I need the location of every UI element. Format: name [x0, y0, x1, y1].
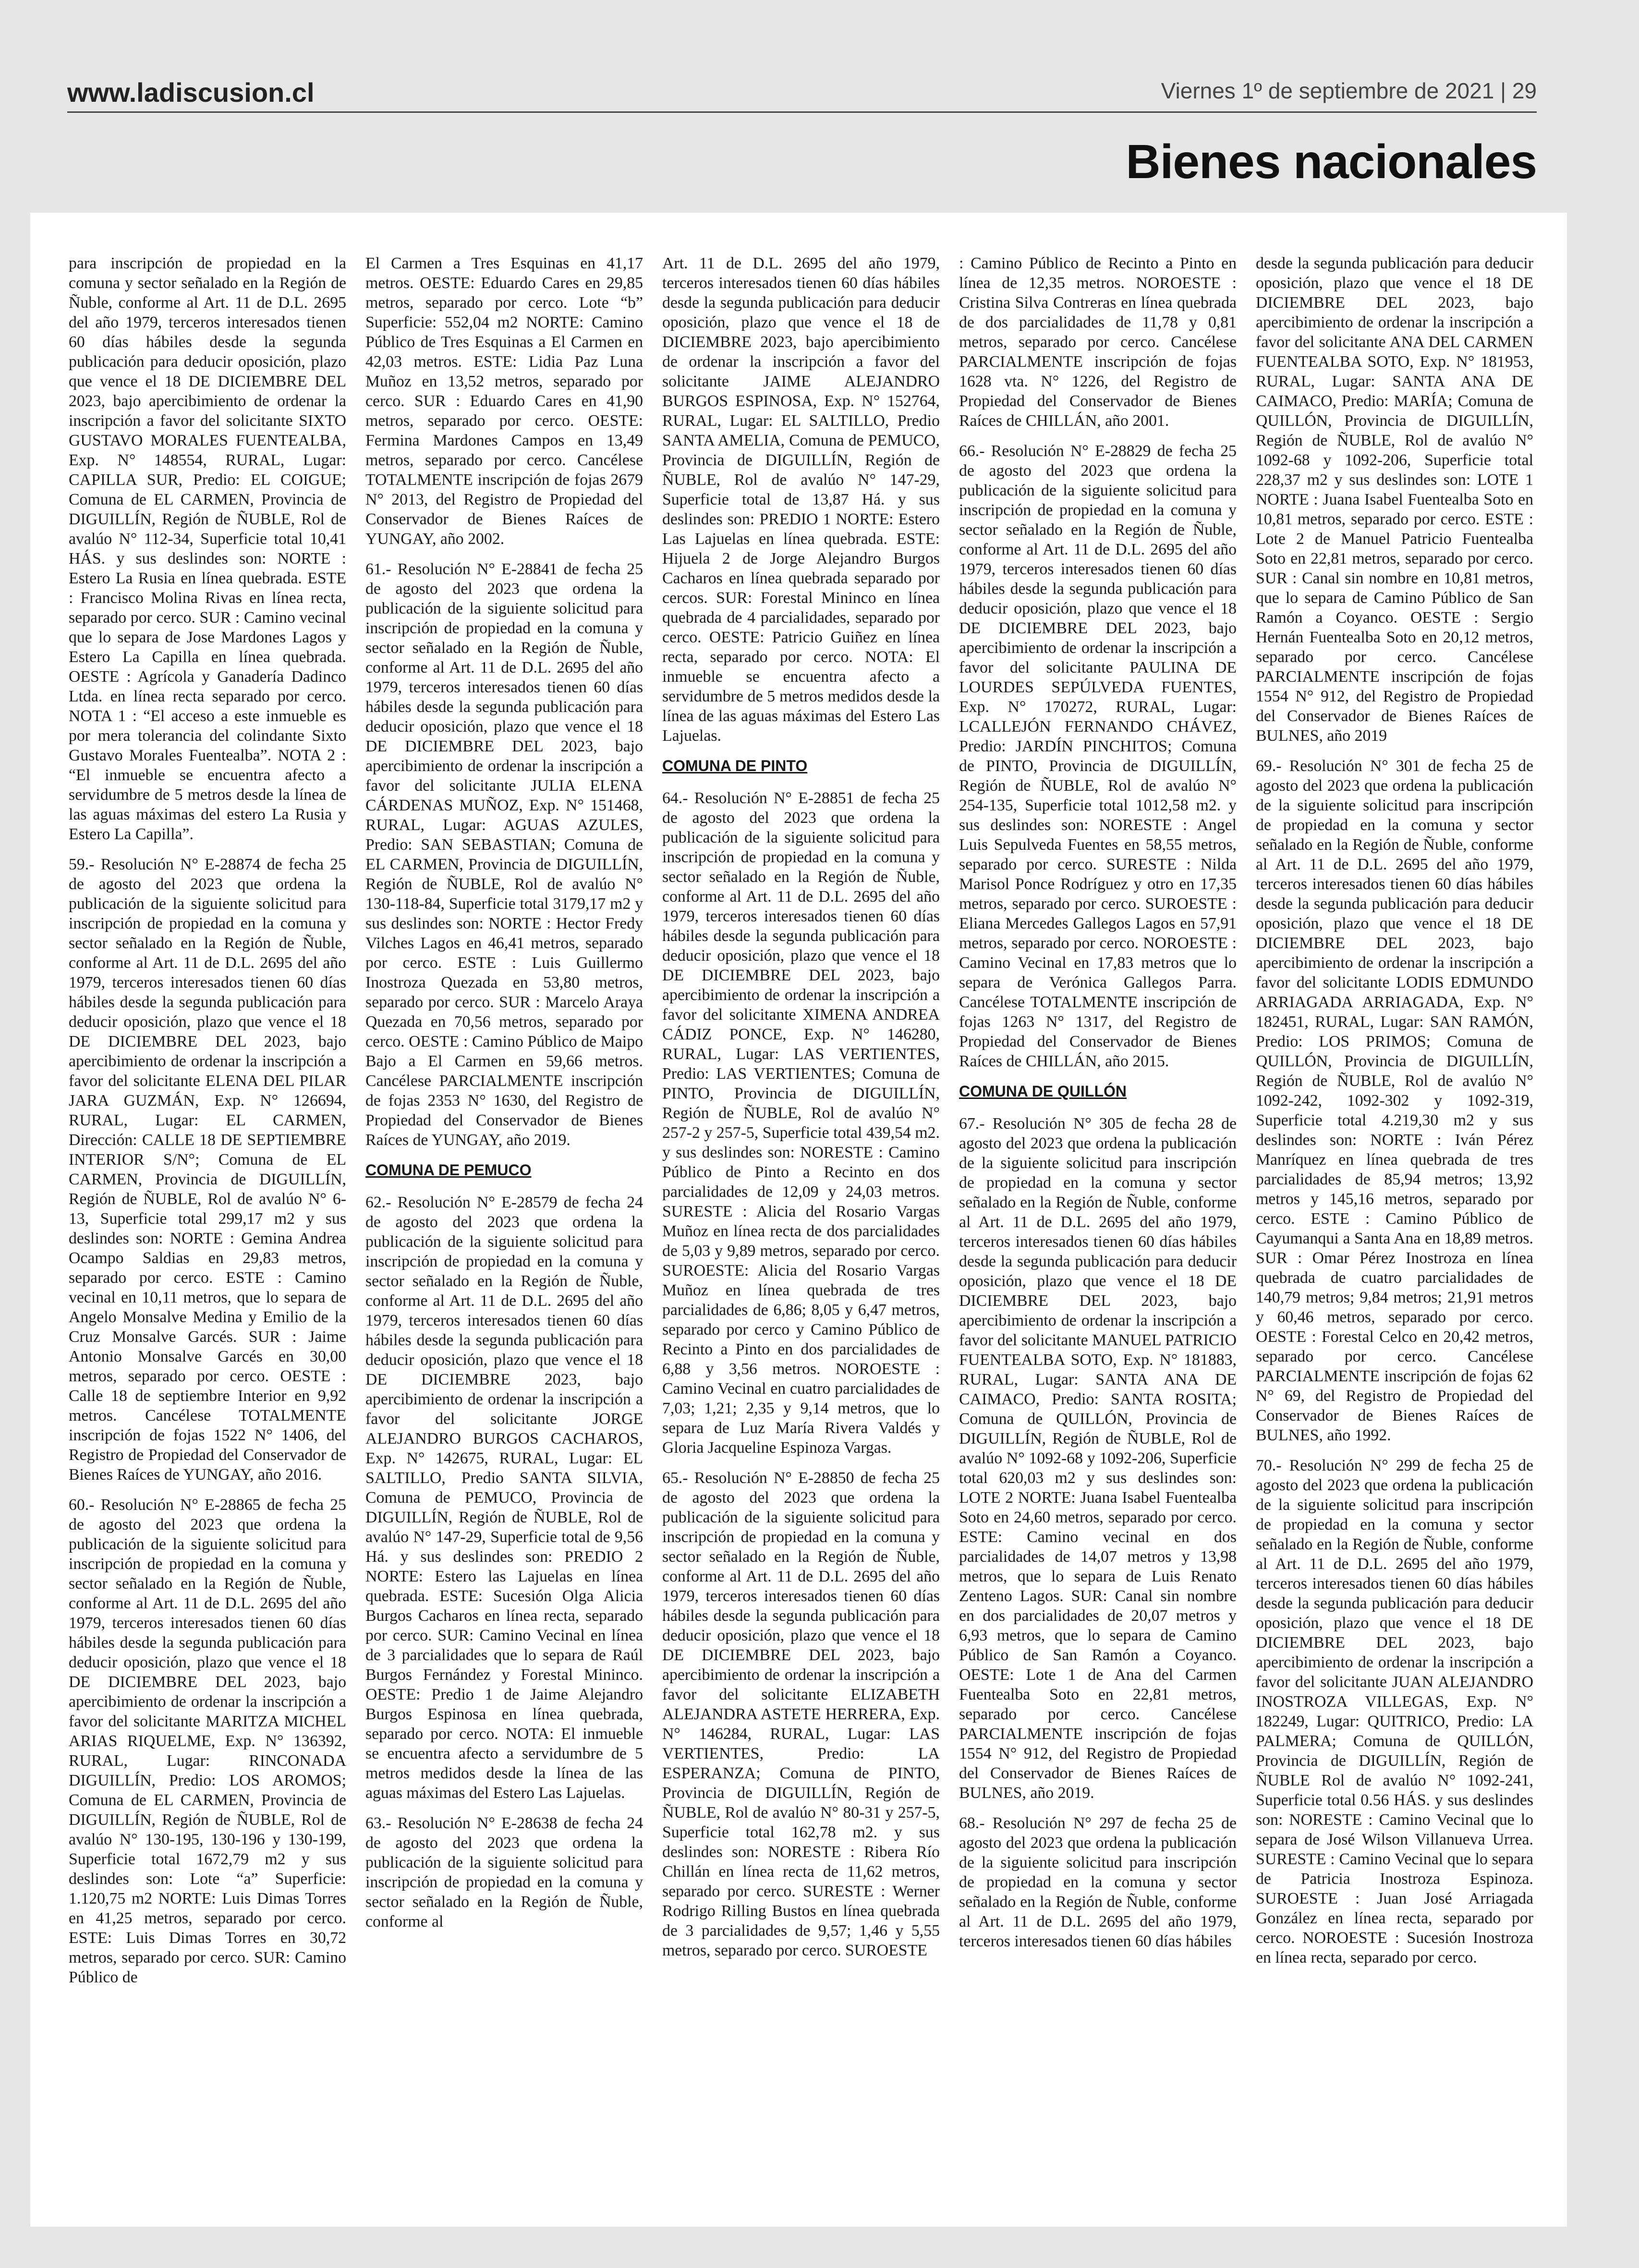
column-1: [69, 253, 346, 2212]
notice-paragraph: 63.- Resolución N° E-28638 de fecha 24 de agosto del 2023 que ordena la publicación de la siguiente solicitud para inscripción de propiedad en la comuna y sector señalado en la Región de Ñuble, conforme al: [365, 1814, 643, 1930]
notice-paragraph: El Carmen a Tres Esquinas en 41,17 metros. OESTE: Eduardo Cares en 29,85 metros, separado por cerco. Lote “b” Superficie: 552,04 m2 NORTE: Camino Público de Tres Esquinas a El Carmen en 42,03 metros. ESTE: Lidia Paz Luna Muñoz en 13,52 metros, separado por cerco. SUR : Eduardo Cares en 41,90 metros, separado por cerco. OESTE: Fermina Mardones Campos en 13,49 metros, separado por cerco. Cancélese TOTALMENTE inscripción de fojas 2679 N° 2013, del Registro de Propiedad del Conservador de Bienes Raíces de YUNGAY, año 2002.: [365, 254, 643, 548]
notice-paragraph: 61.- Resolución N° E-28841 de fecha 25 de agosto del 2023 que ordena la publicación de la siguiente solicitud para inscripción de propiedad en la comuna y sector señalado en la Región de Ñuble, conforme al Art. 11 de D.L. 2695 del año 1979, terceros interesados tienen 60 días hábiles desde la segunda publicación para deducir oposición, plazo que vence el 18 DE DICIEMBRE DEL 2023, bajo apercibimiento de ordenar la inscripción a favor del solicitante JULIA ELENA CÁRDENAS MUÑOZ, Exp. N° 151468, RURAL, Lugar: AGUAS AZULES, Predio: SAN SEBASTIAN; Comuna de EL CARMEN, Provincia de DIGUILLÍN, Región de ÑUBLE, Rol de avalúo N° 130-118-84, Superficie total 3179,17 m2 y sus deslindes son: NORTE : Hector Fredy Vilches Lagos en 46,41 metros, separado por cerco. ESTE : Luis Guillermo Inostroza Quezada en 53,80 metros, separado por cerco. SUR : Marcelo Araya Quezada en 70,56 metros, separado por cerco. OESTE : Camino Público de Maipo Bajo a El Carmen en 59,66 metros. Cancélese PARCIALMENTE inscripción de fojas 2353 N° 1630, del Registro de Propiedad del Conservador de Bienes Raíces de YUNGAY, año 2019.: [365, 560, 643, 1149]
notices-panel: [30, 213, 1567, 2227]
notice-paragraph: 70.- Resolución N° 299 de fecha 25 de agosto del 2023 que ordena la publicación de la siguiente solicitud para inscripción de propiedad en la comuna y sector señalado en la Región de Ñuble, conforme al Art. 11 de D.L. 2695 del año 1979, terceros interesados tienen 60 días hábiles desde la segunda publicación para deducir oposición, plazo que vence el 18 DE DICIEMBRE DEL 2023, bajo apercibimiento de ordenar la inscripción a favor del solicitante JUAN ALEJANDRO INOSTROZA VILLEGAS, Exp. N° 182249, Lugar: QUITRICO, Predio: LA PALMERA; Comuna de QUILLÓN, Provincia de DIGUILLÍN, Región de ÑUBLE Rol de avalúo N° 1092-241, Superficie total 0.56 HÁS. y sus deslindes son: NORESTE : Camino Vecinal que lo separa de José Wilson Villanueva Urrea. SURESTE : Camino Vecinal que lo separa de Patricia Inostroza Espinoza. SUROESTE : Juan José Arriagada González en línea recta, separado por cerco. NOROESTE : Sucesión Inostroza en línea recta, separado por cerco.: [1256, 1457, 1533, 1966]
notice-paragraph: : Camino Público de Recinto a Pinto en línea de 12,35 metros. NOROESTE : Cristina Silva Contreras en línea quebrada de dos parcialidades de 11,78 y 0,81 metros, separado por cerco. Cancélese PARCIALMENTE inscripción de fojas 1628 vta. N° 1226, del Registro de Propiedad del Conservador de Bienes Raíces de CHILLÁN, año 2001.: [959, 254, 1237, 430]
notice-paragraph: 65.- Resolución N° E-28850 de fecha 25 de agosto del 2023 que ordena la publicación de la siguiente solicitud para inscripción de propiedad en la comuna y sector señalado en la Región de Ñuble, conforme al Art. 11 de D.L. 2695 del año 1979, terceros interesados tienen 60 días hábiles desde la segunda publicación para deducir oposición, plazo que vence el 18 DE DICIEMBRE DEL 2023, bajo apercibimiento de ordenar la inscripción a favor del solicitante ELIZABETH ALEJANDRA ASTETE HERRERA, Exp. N° 146284, RURAL, Lugar: LAS VERTIENTES, Predio: LA ESPERANZA; Comuna de PINTO, Provincia de DIGUILLÍN, Región de ÑUBLE, Rol de avalúo N° 80-31 y 257-5, Superficie total 162,78 m2. y sus deslindes son: NORESTE : Ribera Río Chillán en línea recta de 11,62 metros, separado por cerco. SURESTE : Werner Rodrigo Rilling Bustos en línea quebrada de 3 parcialidades de 9,57; 1,46 y 5,55 metros, separado por cerco. SUROESTE: [662, 1469, 940, 1959]
notice-paragraph: 60.- Resolución N° E-28865 de fecha 25 de agosto del 2023 que ordena la publicación de la siguiente solicitud para inscripción de propiedad en la comuna y sector señalado en la Región de Ñuble, conforme al Art. 11 de D.L. 2695 del año 1979, terceros interesados tienen 60 días hábiles desde la segunda publicación para deducir oposición, plazo que vence el 18 DE DICIEMBRE DEL 2023, bajo apercibimiento de ordenar la inscripción a favor del solicitante MARITZA MICHEL ARIAS RIQUELME, Exp. N° 136392, RURAL, Lugar: RINCONADA DIGUILLÍN, Predio: LOS AROMOS; Comuna de EL CARMEN, Provincia de DIGUILLÍN, Región de ÑUBLE, Rol de avalúo N° 130-195, 130-196 y 130-199, Superficie total 1672,79 m2 y sus deslindes son: Lote “a” Superficie: 1.120,75 m2 NORTE: Luis Dimas Torres en 41,25 metros, separado por cerco. ESTE: Luis Dimas Torres en 30,72 metros, separado por cerco. SUR: Camino Público de: [69, 1496, 346, 1986]
notice-paragraph: para inscripción de propiedad en la comuna y sector señalado en la Región de Ñuble, conforme al Art. 11 de D.L. 2695 del año 1979, terceros interesados tienen 60 días hábiles desde la segunda publicación para deducir oposición, plazo que vence el 18 DE DICIEMBRE DEL 2023, bajo apercibimiento de ordenar la inscripción a favor del solicitante SIXTO GUSTAVO MORALES FUENTEALBA, Exp. N° 148554, RURAL, Lugar: CAPILLA SUR, Predio: EL COIGUE; Comuna de EL CARMEN, Provincia de DIGUILLÍN, Región de ÑUBLE, Rol de avalúo N° 112-34, Superficie total 10,41 HÁS. y sus deslindes son: NORTE : Estero La Rusia en línea quebrada. ESTE : Francisco Molina Rivas en línea recta, separado por cerco. SUR : Camino vecinal que lo separa de Jose Mardones Lagos y Estero La Capilla en línea quebrada. OESTE : Agrícola y Ganadería Dadinco Ltda. en línea recta separado por cerco. NOTA 1 : “El acceso a este inmueble es por mera tolerancia del colindante Sixto Gustavo Morales Fuentealba”. NOTA 2 : “El inmueble se encuentra afecto a servidumbre de 5 metros desde la línea de las aguas máximas del estero La Rusia y Estero La Capilla”.: [69, 254, 346, 843]
notice-paragraph: 66.- Resolución N° E-28829 de fecha 25 de agosto del 2023 que ordena la publicación de la siguiente solicitud para inscripción de propiedad en la comuna y sector señalado en la Región de Ñuble, conforme al Art. 11 de D.L. 2695 del año 1979, terceros interesados tienen 60 días hábiles desde la segunda publicación para deducir oposición, plazo que vence el 18 DE DICIEMBRE DEL 2023, bajo apercibimiento de ordenar la inscripción a favor del solicitante PAULINA DE LOURDES SEPÚLVEDA FUENTES, Exp. N° 170272, RURAL, Lugar: LCALLEJÓN FERNANDO CHÁVEZ, Predio: JARDÍN PINCHITOS; Comuna de PINTO, Provincia de DIGUILLÍN, Región de ÑUBLE, Rol de avalúo N° 254-135, Superficie total 1012,58 m2. y sus deslindes son: NORESTE : Angel Luis Sepulveda Fuentes en 58,55 metros, separado por cerco. SURESTE : Nilda Marisol Ponce Rodríguez y otro en 17,35 metros, separado por cerco. SUROESTE : Eliana Mercedes Gallegos Lagos en 57,91 metros, separado por cerco. NOROESTE : Camino Vecinal en 17,83 metros que lo separa de Verónica Gallegos Parra. Cancélese TOTALMENTE inscripción de fojas 1263 N° 1317, del Registro de Propiedad del Conservador de Bienes Raíces de CHILLÁN, año 2015.: [959, 442, 1237, 1070]
notice-paragraph: desde la segunda publicación para deducir oposición, plazo que vence el 18 DE DICIEMBRE DEL 2023, bajo apercibimiento de ordenar la inscripción a favor del solicitante ANA DEL CARMEN FUENTEALBA SOTO, Exp. N° 181953, RURAL, Lugar: SANTA ANA DE CAIMACO, Predio: MARÍA; Comuna de QUILLÓN, Provincia de DIGUILLÍN, Región de ÑUBLE, Rol de avalúo N° 1092-68 y 1092-206, Superficie total 228,37 m2 y sus deslindes son: LOTE 1 NORTE : Juana Isabel Fuentealba Soto en 10,81 metros, separado por cerco. ESTE : Lote 2 de Manuel Patricio Fuentealba Soto en 22,81 metros, separado por cerco. SUR : Canal sin nombre en 10,81 metros, que lo separa de Camino Público de San Ramón a Coyanco. OESTE : Sergio Hernán Fuentealba Soto en 20,12 metros, separado por cerco. Cancélese PARCIALMENTE inscripción de fojas 1554 N° 912, del Registro de Propiedad del Conservador de Bienes Raíces de BULNES, año 2019: [1256, 254, 1533, 745]
site-url[interactable]: www.ladiscusion.cl: [67, 77, 315, 108]
section-title: Bienes nacionales: [1126, 135, 1537, 189]
commune-heading: COMUNA DE PINTO: [662, 757, 808, 774]
notice-paragraph: 62.- Resolución N° E-28579 de fecha 24 de agosto del 2023 que ordena la publicación de la siguiente solicitud para inscripción de propiedad en la comuna y sector señalado en la Región de Ñuble, conforme al Art. 11 de D.L. 2695 del año 1979, terceros interesados tienen 60 días hábiles desde la segunda publicación para deducir oposición, plazo que vence el 18 DE DICIEMBRE 2023, bajo apercibimiento de ordenar la inscripción a favor del solicitante JORGE ALEJANDRO BURGOS CACHAROS, Exp. N° 142675, RURAL, Lugar: EL SALTILLO, Predio SANTA SILVIA, Comuna de PEMUCO, Provincia de DIGUILLÍN, Región de ÑUBLE, Rol de avalúo N° 147-29, Superficie total de 9,56 Há. y sus deslindes son: PREDIO 2 NORTE: Estero las Lajuelas en línea quebrada. ESTE: Sucesión Olga Alicia Burgos Cacharos en línea recta, separado por cerco. SUR: Camino Vecinal en línea de 3 parcialidades que lo separa de Raúl Burgos Fernández y Forestal Mininco. OESTE: Predio 1 de Jaime Alejandro Burgos Espinosa en línea quebrada, separado por cerco. NOTA: El inmueble se encuentra afecto a servidumbre de 5 metros medidos desde la línea de las aguas máximas del Estero Las Lajuelas.: [365, 1194, 643, 1802]
header-divider: [67, 111, 1537, 113]
notice-paragraph: 67.- Resolución N° 305 de fecha 28 de agosto del 2023 que ordena la publicación de la siguiente solicitud para inscripción de propiedad en la comuna y sector señalado en la Región de Ñuble, conforme al Art. 11 de D.L. 2695 del año 1979, terceros interesados tienen 60 días hábiles desde la segunda publicación para deducir oposición, plazo que vence el 18 DE DICIEMBRE DEL 2023, bajo apercibimiento de ordenar la inscripción a favor del solicitante MANUEL PATRICIO FUENTEALBA SOTO, Exp. N° 181883, RURAL, Lugar: SANTA ANA DE CAIMACO, Predio: SANTA ROSITA; Comuna de QUILLÓN, Provincia de DIGUILLÍN, Región de ÑUBLE, Rol de avalúo N° 1092-68 y 1092-206, Superficie total 620,03 m2 y sus deslindes son: LOTE 2 NORTE: Juana Isabel Fuentealba Soto en 24,60 metros, separado por cerco. ESTE: Camino vecinal en dos parcialidades de 14,07 metros y 13,98 metros, que lo separa de Luis Renato Zenteno Lagos. SUR: Canal sin nombre en dos parcialidades de 20,07 metros y 6,93 metros, que lo separa de Camino Público de San Ramón a Coyanco. OESTE: Lote 1 de Ana del Carmen Fuentealba Soto en 22,81 metros, separado por cerco. Cancélese PARCIALMENTE inscripción de fojas 1554 N° 912, del Registro de Propiedad del Conservador de Bienes Raíces de BULNES, año 2019.: [959, 1115, 1237, 1802]
notices-columns: [69, 253, 1533, 2212]
column-2: [365, 253, 643, 2212]
column-3: [662, 253, 940, 2212]
issue-date-page-number: Viernes 1º de septiembre de 2021 | 29: [1161, 78, 1537, 103]
commune-heading: COMUNA DE PEMUCO: [365, 1161, 532, 1179]
page-header: [67, 72, 1537, 115]
column-4: [959, 253, 1237, 2212]
column-5: [1256, 253, 1533, 2212]
notice-paragraph: 68.- Resolución N° 297 de fecha 25 de agosto del 2023 que ordena la publicación de la siguiente solicitud para inscripción de propiedad en la comuna y sector señalado en la Región de Ñuble, conforme al Art. 11 de D.L. 2695 del año 1979, terceros interesados tienen 60 días hábiles: [959, 1814, 1237, 1950]
notice-paragraph: Art. 11 de D.L. 2695 del año 1979, terceros interesados tienen 60 días hábiles desde la segunda publicación para deducir oposición, plazo que vence el 18 de DICIEMBRE 2023, bajo apercibimiento de ordenar la inscripción a favor del solicitante JAIME ALEJANDRO BURGOS ESPINOSA, Exp. N° 152764, RURAL, Lugar: EL SALTILLO, Predio SANTA AMELIA, Comuna de PEMUCO, Provincia de DIGUILLÍN, Región de ÑUBLE, Rol de avalúo N° 147-29, Superficie total de 13,87 Há. y sus deslindes son: PREDIO 1 NORTE: Estero Las Lajuelas en línea quebrada. ESTE: Hijuela 2 de Jorge Alejandro Burgos Cacharos en línea quebrada separado por cercos. SUR: Forestal Mininco en línea quebrada de 4 parcialidades, separado por cerco. OESTE: Patricio Guiñez en línea recta, separado por cerco. NOTA: El inmueble se encuentra afecto a servidumbre de 5 metros medidos desde la línea de las aguas máximas del Estero Las Lajuelas.: [662, 254, 940, 745]
notice-paragraph: 69.- Resolución N° 301 de fecha 25 de agosto del 2023 que ordena la publicación de la siguiente solicitud para inscripción de propiedad en la comuna y sector señalado en la Región de Ñuble, conforme al Art. 11 de D.L. 2695 del año 1979, terceros interesados tienen 60 días hábiles desde la segunda publicación para deducir oposición, plazo que vence el 18 DE DICIEMBRE DEL 2023, bajo apercibimiento de ordenar la inscripción a favor del solicitante LODIS EDMUNDO ARRIAGADA ARRIAGADA, Exp. N° 182451, RURAL, Lugar: SAN RAMÓN, Predio: LOS PRIMOS; Comuna de QUILLÓN, Provincia de DIGUILLÍN, Región de ÑUBLE, Rol de avalúo N° 1092-242, 1092-302 y 1092-319, Superficie total 4.219,30 m2 y sus deslindes son: NORTE : Iván Pérez Manríquez en línea quebrada de tres parcialidades de 85,94 metros; 13,92 metros y 145,16 metros, separado por cerco. ESTE : Camino Público de Cayumanqui a Santa Ana en 18,89 metros. SUR : Omar Pérez Inostroza en línea quebrada de cuatro parcialidades de 140,79 metros; 9,84 metros; 21,91 metros y 60,46 metros, separado por cerco. OESTE : Forestal Celco en 20,42 metros, separado por cerco. Cancélese PARCIALMENTE inscripción de fojas 62 N° 69, del Registro de Propiedad del Conservador de Bienes Raíces de BULNES, año 1992.: [1256, 757, 1533, 1444]
notice-paragraph: 59.- Resolución N° E-28874 de fecha 25 de agosto del 2023 que ordena la publicación de la siguiente solicitud para inscripción de propiedad en la comuna y sector señalado en la Región de Ñuble, conforme al Art. 11 de D.L. 2695 del año 1979, terceros interesados tienen 60 días hábiles desde la segunda publicación para deducir oposición, plazo que vence el 18 DE DICIEMBRE DEL 2023, bajo apercibimiento de ordenar la inscripción a favor del solicitante ELENA DEL PILAR JARA GUZMÁN, Exp. N° 126694, RURAL, Lugar: EL CARMEN, Dirección: CALLE 18 DE SEPTIEMBRE INTERIOR S/N°; Comuna de EL CARMEN, Provincia de DIGUILLÍN, Región de ÑUBLE, Rol de avalúo N° 6-13, Superficie total 299,17 m2 y sus deslindes son: NORTE : Gemina Andrea Ocampo Saldias en 29,83 metros, separado por cerco. ESTE : Camino vecinal en 10,11 metros, que lo separa de Angelo Monsalve Medina y Emilio de la Cruz Monsalve Garcés. SUR : Jaime Antonio Monsalve Garcés en 30,00 metros, separado por cerco. OESTE : Calle 18 de septiembre Interior en 9,92 metros. Cancélese TOTALMENTE inscripción de fojas 1522 N° 1406, del Registro de Propiedad del Conservador de Bienes Raíces de YUNGAY, año 2016.: [69, 856, 346, 1484]
commune-heading: COMUNA DE QUILLÓN: [959, 1083, 1127, 1100]
notice-paragraph: 64.- Resolución N° E-28851 de fecha 25 de agosto del 2023 que ordena la publicación de la siguiente solicitud para inscripción de propiedad en la comuna y sector señalado en la Región de Ñuble, conforme al Art. 11 de D.L. 2695 del año 1979, terceros interesados tienen 60 días hábiles desde la segunda publicación para deducir oposición, plazo que vence el 18 DE DICIEMBRE DEL 2023, bajo apercibimiento de ordenar la inscripción a favor del solicitante XIMENA ANDREA CÁDIZ PONCE, Exp. N° 146280, RURAL, Lugar: LAS VERTIENTES, Predio: LAS VERTIENTES; Comuna de PINTO, Provincia de DIGUILLÍN, Región de ÑUBLE, Rol de avalúo N° 257-2 y 257-5, Superficie total 439,54 m2. y sus deslindes son: NORESTE : Camino Público de Pinto a Recinto en dos parcialidades de 12,09 y 24,03 metros. SURESTE : Alicia del Rosario Vargas Muñoz en línea recta de dos parcialidades de 5,03 y 9,89 metros, separado por cerco. SUROESTE: Alicia del Rosario Vargas Muñoz en línea quebrada de tres parcialidades de 6,86; 8,05 y 6,47 metros, separado por cerco y Camino Público de Recinto a Pinto en dos parcialidades de 6,88 y 3,56 metros. NOROESTE : Camino Vecinal en cuatro parcialidades de 7,03; 1,21; 2,35 y 9,14 metros, que lo separa de Luz María Rivera Valdés y Gloria Jacqueline Espinoza Vargas.: [662, 789, 940, 1457]
